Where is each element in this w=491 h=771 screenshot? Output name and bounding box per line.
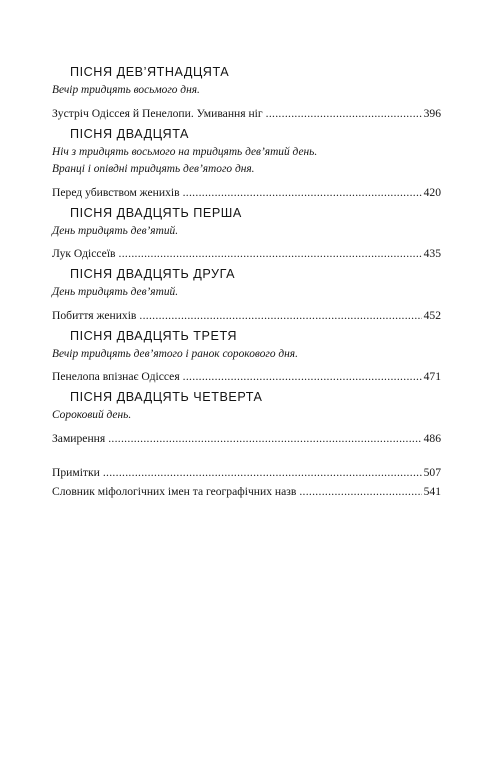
song-description: Вечір тридцять дев’ятого і ранок сорокового дня. xyxy=(52,347,298,360)
song-description: Вечір тридцять восьмого дня. xyxy=(52,84,200,96)
toc-section xyxy=(52,388,441,447)
entry-title: Примітки xyxy=(52,465,100,479)
song-heading: ПІСНЯ ДВАДЦЯТА xyxy=(70,126,189,141)
page-number: 452 xyxy=(423,308,441,322)
toc-entry[interactable] xyxy=(52,184,441,201)
toc-entry[interactable] xyxy=(52,245,441,262)
song-heading: ПІСНЯ ДВАДЦЯТЬ ЧЕТВЕРТА xyxy=(70,390,263,404)
page-number: 507 xyxy=(423,465,441,479)
page-number: 486 xyxy=(423,431,441,445)
entry-title: Замирення xyxy=(52,431,106,445)
entry-title: Побиття женихів xyxy=(52,308,137,322)
entry-title: Лук Одіссеїв xyxy=(52,247,116,260)
page-number: 396 xyxy=(423,106,441,120)
back-matter xyxy=(52,464,441,500)
toc-entry-glossary[interactable] xyxy=(52,483,441,500)
toc-section xyxy=(52,204,441,263)
song-description: Сороковий день. xyxy=(52,409,132,421)
toc-entry-notes[interactable] xyxy=(52,464,441,481)
page-number: 541 xyxy=(423,484,441,498)
toc-section xyxy=(52,327,441,386)
song-heading: ПІСНЯ ДВАДЦЯТЬ ПЕРША xyxy=(70,205,242,220)
song-description: Вранці і опівдні тридцять дев’ятого дня. xyxy=(52,163,255,175)
page-number: 420 xyxy=(423,185,441,199)
dot-leader xyxy=(266,105,422,122)
toc-entry[interactable] xyxy=(52,105,441,122)
entry-title: Пенелопа впізнає Одіссея xyxy=(52,370,180,383)
toc-section xyxy=(52,63,441,122)
dot-leader xyxy=(183,368,422,385)
toc-entry[interactable] xyxy=(52,430,441,447)
song-description: День тридцять дев’ятий. xyxy=(52,224,179,237)
page-number: 471 xyxy=(423,370,441,383)
dot-leader xyxy=(183,184,422,201)
toc-section xyxy=(52,265,441,324)
dot-leader xyxy=(139,307,421,324)
toc-section xyxy=(52,125,441,201)
dot-leader xyxy=(108,430,421,447)
toc-entry[interactable] xyxy=(52,368,441,385)
song-heading: ПІСНЯ ДВАДЦЯТЬ ДРУГА xyxy=(70,267,236,281)
dot-leader xyxy=(299,483,421,500)
table-of-contents xyxy=(52,63,441,500)
toc-entry[interactable] xyxy=(52,307,441,324)
song-description: Ніч з тридцять восьмого на тридцять дев’ятий день. xyxy=(52,145,318,158)
page-number: 435 xyxy=(423,247,441,260)
song-heading: ПІСНЯ ДЕВ’ЯТНАДЦЯТА xyxy=(70,65,230,79)
dot-leader xyxy=(119,245,422,262)
entry-title: Зустріч Одіссея й Пенелопи. Умивання ніг xyxy=(52,106,263,120)
song-heading: ПІСНЯ ДВАДЦЯТЬ ТРЕТЯ xyxy=(70,328,238,343)
entry-title: Перед убивством женихів xyxy=(52,185,180,199)
dot-leader xyxy=(103,464,422,481)
song-description: День тридцять дев’ятий. xyxy=(52,286,179,298)
entry-title: Словник міфологічних імен та географічних назв xyxy=(52,484,297,498)
